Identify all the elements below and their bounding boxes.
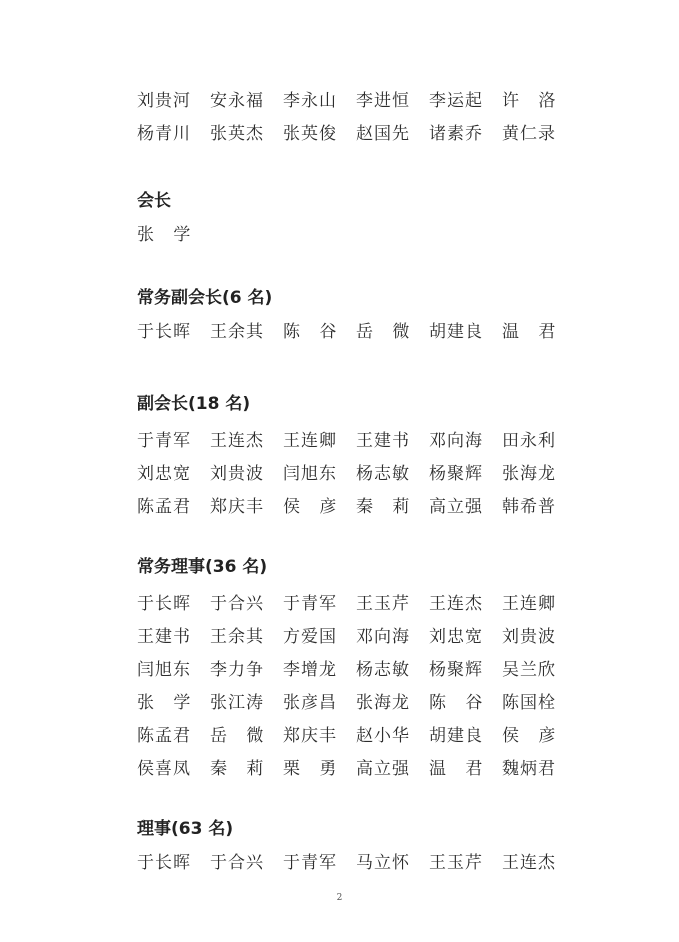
person-name: 于合兴: [210, 852, 264, 873]
person-name: 马立怀: [356, 852, 410, 873]
person-name: 杨青川: [137, 123, 191, 144]
person-name: 王余其: [210, 321, 264, 342]
person-name: 张海龙: [502, 463, 556, 484]
name-row: [137, 686, 567, 719]
person-name: 李力争: [210, 659, 264, 680]
person-name: 黄仁录: [502, 123, 556, 144]
person-name: 王连杰: [502, 852, 556, 873]
person-name: 王玉芹: [356, 593, 410, 614]
person-name: 胡建良: [429, 725, 483, 746]
person-name: 魏炳君: [502, 758, 556, 779]
name-row: [137, 846, 567, 879]
person-name: 郑庆丰: [210, 496, 264, 517]
person-name: 李永山: [283, 90, 337, 111]
name-row: [137, 457, 567, 490]
person-name: 张英杰: [210, 123, 264, 144]
name-row: [137, 424, 567, 457]
vice-presidents-heading: 副会长(18 名): [137, 394, 251, 414]
person-name: 岳 微: [210, 725, 264, 746]
person-name: 于长晖: [137, 321, 191, 342]
person-name: 田永利: [502, 430, 556, 451]
name-row: [137, 719, 567, 752]
person-name: 诸素乔: [429, 123, 483, 144]
person-name: 吴兰欣: [502, 659, 556, 680]
executive-vice-presidents-names: [137, 315, 567, 348]
person-name: 胡建良: [429, 321, 483, 342]
person-name: 王建书: [356, 430, 410, 451]
name-row: [137, 752, 567, 785]
person-name: 刘忠宽: [429, 626, 483, 647]
executive-directors-section: [137, 556, 567, 785]
top-name-list: [137, 84, 567, 150]
name-row: [137, 117, 567, 150]
person-name: 侯 彦: [283, 496, 337, 517]
person-name: 王建书: [137, 626, 191, 647]
person-name: 李运起: [429, 90, 483, 111]
person-name: 于青军: [283, 852, 337, 873]
person-name: 杨聚辉: [429, 463, 483, 484]
person-name: 郑庆丰: [283, 725, 337, 746]
person-name: 王连杰: [210, 430, 264, 451]
person-name: 闫旭东: [137, 659, 191, 680]
directors-names: [137, 846, 567, 879]
name-row: [137, 490, 567, 523]
name-row: [137, 653, 567, 686]
person-name: 于青军: [137, 430, 191, 451]
president-section: [137, 190, 567, 251]
person-name: 许 洛: [502, 90, 556, 111]
person-name: 侯喜凤: [137, 758, 191, 779]
person-name: 王连杰: [429, 593, 483, 614]
person-name: 秦 莉: [356, 496, 410, 517]
person-name: 刘贵波: [502, 626, 556, 647]
person-name: 张江涛: [210, 692, 264, 713]
person-name: 高立强: [356, 758, 410, 779]
person-name: 方爱国: [283, 626, 337, 647]
person-name: 闫旭东: [283, 463, 337, 484]
executive-vice-presidents-section: [137, 287, 567, 348]
person-name: 张彦昌: [283, 692, 337, 713]
person-name: 杨聚辉: [429, 659, 483, 680]
person-name: 李进恒: [356, 90, 410, 111]
person-name: 李增龙: [283, 659, 337, 680]
person-name: 韩希普: [502, 496, 556, 517]
executive-vice-presidents-heading: 常务副会长(6 名): [137, 288, 273, 308]
vice-presidents-section: [137, 393, 567, 523]
person-name: 王连卿: [502, 593, 556, 614]
person-name: 张 学: [137, 224, 191, 245]
executive-directors-heading: 常务理事(36 名): [137, 557, 268, 577]
person-name: 高立强: [429, 496, 483, 517]
directors-heading: 理事(63 名): [137, 819, 234, 839]
person-name: 杨志敏: [356, 463, 410, 484]
person-name: 刘贵河: [137, 90, 191, 111]
person-name: 刘忠宽: [137, 463, 191, 484]
person-name: 张 学: [137, 692, 191, 713]
name-row: [137, 218, 567, 251]
person-name: 于青军: [283, 593, 337, 614]
name-row: [137, 84, 567, 117]
executive-directors-names: [137, 587, 567, 785]
person-name: 王玉芹: [429, 852, 483, 873]
person-name: 赵小华: [356, 725, 410, 746]
person-name: 安永福: [210, 90, 264, 111]
person-name: 陈孟君: [137, 725, 191, 746]
person-name: 岳 微: [356, 321, 410, 342]
person-name: 刘贵波: [210, 463, 264, 484]
person-name: 于合兴: [210, 593, 264, 614]
page-number: 2: [336, 893, 343, 903]
person-name: 温 君: [502, 321, 556, 342]
person-name: 秦 莉: [210, 758, 264, 779]
person-name: 陈国栓: [502, 692, 556, 713]
person-name: 张海龙: [356, 692, 410, 713]
president-heading: 会长: [137, 191, 171, 211]
person-name: 邓向海: [356, 626, 410, 647]
person-name: 陈 谷: [283, 321, 337, 342]
person-name: 王余其: [210, 626, 264, 647]
person-name: 王连卿: [283, 430, 337, 451]
person-name: 张英俊: [283, 123, 337, 144]
person-name: 杨志敏: [356, 659, 410, 680]
name-row: [137, 620, 567, 653]
person-name: 侯 彦: [502, 725, 556, 746]
name-row: [137, 587, 567, 620]
person-name: 邓向海: [429, 430, 483, 451]
person-name: 陈孟君: [137, 496, 191, 517]
person-name: 栗 勇: [283, 758, 337, 779]
president-names: [137, 218, 567, 251]
person-name: 于长晖: [137, 852, 191, 873]
directors-section: [137, 818, 567, 879]
vice-presidents-names: [137, 424, 567, 523]
name-row: [137, 315, 567, 348]
person-name: 赵国先: [356, 123, 410, 144]
person-name: 温 君: [429, 758, 483, 779]
person-name: 于长晖: [137, 593, 191, 614]
person-name: 陈 谷: [429, 692, 483, 713]
